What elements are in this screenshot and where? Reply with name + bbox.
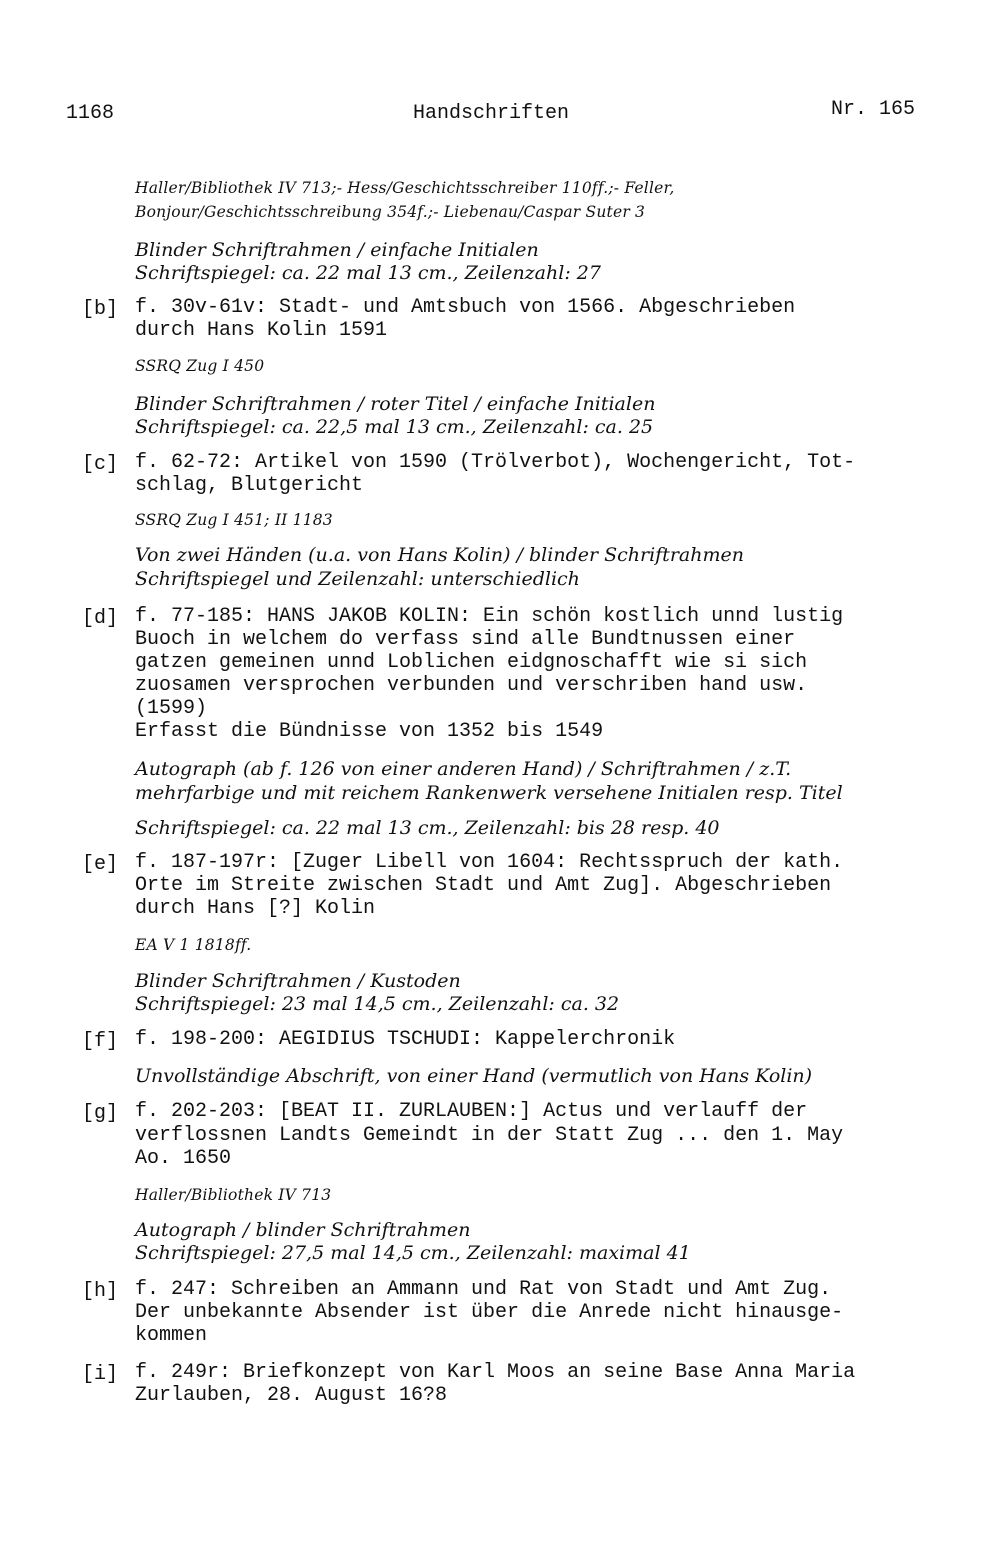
- intro-reference-line: Bonjour/Geschichtsschreibung 354f.;- Liebenau/Caspar Suter 3: [135, 203, 646, 221]
- section-text-line: Zurlauben, 28. August 16?8: [135, 1384, 448, 1407]
- section-text-line: Der unbekannte Absender ist über die Anrede nicht hinausge-: [135, 1301, 844, 1324]
- section-note-line: Autograph / blinder Schriftrahmen: [135, 1219, 471, 1241]
- section-text-line: f. 247: Schreiben an Ammann und Rat von Stadt und Amt Zug.: [135, 1278, 832, 1301]
- section-note-line: Blinder Schriftrahmen / roter Titel / einfache Initialen: [135, 393, 656, 415]
- section-label-d: [d]: [82, 607, 119, 630]
- section-text-line: verflossnen Landts Gemeindt in der Statt Zug ... den 1. May: [135, 1124, 844, 1147]
- section-text-line: (1599): [135, 697, 208, 720]
- section-text-line: f. 30v-61v: Stadt- und Amtsbuch von 1566. Abgeschrieben: [135, 296, 796, 319]
- intro-reference-line: Haller/Bibliothek IV 713;- Hess/Geschichtsschreiber 110ff.;- Feller,: [135, 179, 675, 197]
- section-reference: Haller/Bibliothek IV 713: [135, 1186, 332, 1204]
- section-label-h: [h]: [82, 1280, 119, 1303]
- section-label-e: [e]: [82, 853, 119, 876]
- section-note-line: Schriftspiegel: ca. 22,5 mal 13 cm., Zeilenzahl: ca. 25: [135, 416, 654, 438]
- section-text-line: gatzen gemeinen unnd Loblichen eidgnoschafft wie si sich: [135, 651, 808, 674]
- section-reference: EA V 1 1818ff.: [135, 936, 252, 954]
- section-text-line: schlag, Blutgericht: [135, 474, 364, 497]
- section-text-line: durch Hans Kolin 1591: [135, 319, 388, 342]
- section-text-line: f. 62-72: Artikel von 1590 (Trölverbot), Wochengericht, Tot-: [135, 451, 856, 474]
- section-note-line: Autograph (ab f. 126 von einer anderen Hand) / Schriftrahmen / z.T.: [135, 758, 792, 780]
- section-note-line: Schriftspiegel: ca. 22 mal 13 cm., Zeilenzahl: bis 28 resp. 40: [135, 817, 720, 839]
- section-label-i: [i]: [82, 1363, 119, 1386]
- section-note-line: Unvollständige Abschrift, von einer Hand (vermutlich von Hans Kolin): [135, 1065, 813, 1087]
- section-text-line: Orte im Streite zwischen Stadt und Amt Zug]. Abgeschrieben: [135, 874, 832, 897]
- section-text-line: f. 198-200: AEGIDIUS TSCHUDI: Kappelerchronik: [135, 1028, 676, 1051]
- section-text-line: Erfasst die Bündnisse von 1352 bis 1549: [135, 720, 604, 743]
- section-reference: SSRQ Zug I 450: [135, 357, 265, 375]
- section-note-line: Schriftspiegel: 27,5 mal 14,5 cm., Zeilenzahl: maximal 41: [135, 1242, 691, 1264]
- section-note-line: Von zwei Händen (u.a. von Hans Kolin) / blinder Schriftrahmen: [135, 544, 744, 566]
- page-number: 1168: [66, 102, 115, 125]
- section-text-line: zuosamen versprochen verbunden und verschriben hand usw.: [135, 674, 808, 697]
- intro-note-line: Schriftspiegel: ca. 22 mal 13 cm., Zeilenzahl: 27: [135, 262, 601, 284]
- section-note-line: Blinder Schriftrahmen / Kustoden: [135, 970, 461, 992]
- section-text-line: kommen: [135, 1324, 208, 1347]
- section-label-g: [g]: [82, 1102, 119, 1125]
- section-text-line: durch Hans [?] Kolin: [135, 897, 376, 920]
- intro-note-line: Blinder Schriftrahmen / einfache Initialen: [135, 239, 539, 261]
- section-text-line: f. 249r: Briefkonzept von Karl Moos an seine Base Anna Maria: [135, 1361, 856, 1384]
- section-text-line: f. 187-197r: [Zuger Libell von 1604: Rechtsspruch der kath.: [135, 851, 844, 874]
- running-title: Handschriften: [413, 102, 570, 125]
- section-note-line: Schriftspiegel und Zeilenzahl: unterschiedlich: [135, 568, 580, 590]
- entry-number: Nr. 165: [831, 98, 916, 121]
- section-text-line: f. 77-185: HANS JAKOB KOLIN: Ein schön kostlich unnd lustig: [135, 605, 844, 628]
- section-note-line: Schriftspiegel: 23 mal 14,5 cm., Zeilenzahl: ca. 32: [135, 993, 620, 1015]
- section-text-line: Ao. 1650: [135, 1147, 232, 1170]
- section-label-c: [c]: [82, 453, 119, 476]
- section-note-line: mehrfarbige und mit reichem Rankenwerk versehene Initialen resp. Titel: [135, 782, 843, 804]
- section-text-line: Buoch in welchem do verfass sind alle Bundtnussen einer: [135, 628, 796, 651]
- section-reference: SSRQ Zug I 451; II 1183: [135, 511, 333, 529]
- section-label-f: [f]: [82, 1030, 119, 1053]
- section-label-b: [b]: [82, 298, 119, 321]
- section-text-line: f. 202-203: [BEAT II. ZURLAUBEN:] Actus und verlauff der: [135, 1100, 808, 1123]
